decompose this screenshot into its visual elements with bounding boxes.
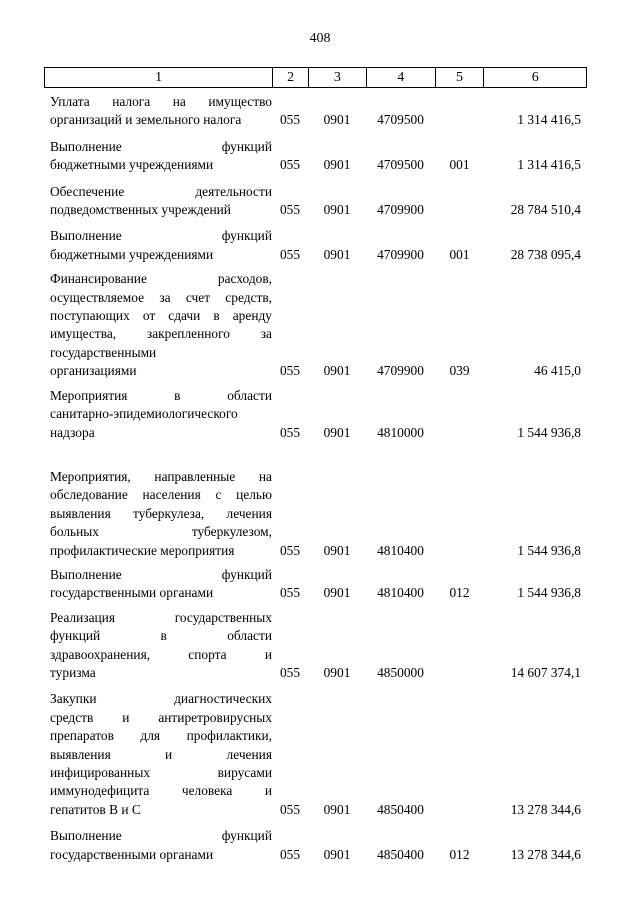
cell-col-2: 055	[279, 112, 301, 128]
cell-col-3: 0901	[323, 112, 351, 128]
description-line: Выполнение функций	[50, 828, 272, 844]
header-col-5: 5	[435, 68, 484, 87]
header-col-3: 3	[308, 68, 366, 87]
cell-amount: 28 784 510,4	[510, 202, 581, 218]
description-line: инфицированных вирусами	[50, 765, 272, 780]
cell-amount: 1 314 416,5	[517, 112, 581, 128]
budget-table	[44, 67, 587, 864]
cell-col-2: 055	[279, 585, 301, 601]
cell-col-3: 0901	[323, 202, 351, 218]
description-line: имущества, закрепленного за	[50, 326, 272, 342]
table-row	[44, 566, 587, 603]
table-header	[44, 67, 587, 88]
row-description	[50, 468, 272, 560]
cell-col-2: 055	[279, 157, 301, 173]
row-description	[50, 387, 272, 442]
cell-amount: 14 607 374,1	[510, 664, 581, 680]
cell-col-2: 055	[279, 846, 301, 862]
description-line: Реализация государственных	[50, 609, 272, 625]
cell-col-2: 055	[279, 542, 301, 558]
cell-col-2: 055	[279, 664, 301, 680]
cell-col-4: 4850000	[377, 664, 424, 680]
cell-col-5: 012	[449, 585, 470, 601]
cell-col-3: 0901	[323, 157, 351, 173]
table-row	[44, 227, 587, 264]
description-line: государственными	[50, 344, 157, 360]
description-line: надзора	[50, 424, 95, 440]
row-description	[50, 566, 272, 603]
cell-col-4: 4709900	[377, 202, 424, 218]
table-row	[44, 690, 587, 819]
row-description	[50, 609, 272, 683]
table-row	[44, 387, 587, 442]
table-row	[44, 827, 587, 864]
cell-amount: 1 314 416,5	[517, 157, 581, 173]
cell-col-4: 4709900	[377, 246, 424, 262]
cell-amount: 1 544 936,8	[517, 585, 581, 601]
description-line: Финансирование расходов,	[50, 271, 272, 287]
description-line: здравоохранения, спорта и	[50, 646, 272, 662]
page-number: 408	[309, 31, 331, 46]
cell-col-3: 0901	[323, 424, 351, 440]
row-description	[50, 270, 272, 380]
description-line: организациями	[50, 363, 137, 379]
description-line: Мероприятия в области	[50, 387, 272, 403]
cell-col-3: 0901	[323, 664, 351, 680]
table-body	[44, 93, 587, 864]
cell-col-3: 0901	[323, 846, 351, 862]
description-line: бюджетными учреждениями	[50, 157, 214, 173]
header-col-1: 1	[155, 70, 163, 85]
header-col-6: 6	[483, 68, 586, 87]
cell-amount: 1 544 936,8	[517, 424, 581, 440]
description-line: обследование населения с целью	[50, 487, 272, 503]
row-description	[50, 690, 272, 819]
description-line: государственными органами	[50, 846, 214, 862]
header-col-2: 2	[272, 68, 308, 87]
description-line: профилактические мероприятия	[50, 542, 235, 558]
cell-amount: 1 544 936,8	[517, 542, 581, 558]
cell-col-5: 012	[449, 846, 470, 862]
table-row	[44, 468, 587, 560]
cell-col-3: 0901	[323, 246, 351, 262]
table-row	[44, 183, 587, 220]
cell-col-2: 055	[279, 801, 301, 817]
description-line: гепатитов В и С	[50, 801, 141, 817]
description-line: Уплата налога на имущество	[50, 94, 272, 109]
description-line: препаратов для профилактики,	[50, 728, 272, 744]
cell-col-4: 4810400	[377, 542, 424, 558]
description-line: организаций и земельного налога	[50, 112, 242, 128]
row-description	[50, 227, 272, 264]
cell-col-3: 0901	[323, 585, 351, 601]
cell-col-4: 4810000	[377, 424, 424, 440]
description-line: государственными органами	[50, 585, 214, 601]
table-row	[44, 270, 587, 380]
cell-col-3: 0901	[323, 801, 351, 817]
description-line: Мероприятия, направленные на	[50, 468, 272, 484]
cell-col-5: 001	[449, 246, 470, 262]
description-line: выявления и лечения	[50, 746, 272, 762]
row-description	[50, 183, 272, 220]
description-line: Выполнение функций	[50, 228, 272, 244]
cell-amount: 13 278 344,6	[510, 801, 581, 817]
cell-col-3: 0901	[323, 363, 351, 379]
cell-col-2: 055	[279, 424, 301, 440]
cell-col-2: 055	[279, 246, 301, 262]
cell-col-4: 4709500	[377, 157, 424, 173]
cell-amount: 28 738 095,4	[510, 246, 581, 262]
row-description	[50, 138, 272, 175]
cell-col-5: 039	[449, 363, 470, 379]
description-line: Выполнение функций	[50, 138, 272, 154]
table-row	[44, 609, 587, 683]
cell-col-5: 001	[449, 157, 470, 173]
cell-col-3: 0901	[323, 542, 351, 558]
description-line: бюджетными учреждениями	[50, 246, 214, 262]
row-description	[50, 827, 272, 864]
description-line: поступающих от сдачи в аренду	[50, 308, 272, 324]
description-line: осуществляемое за счет средств,	[50, 289, 272, 305]
description-line: подведомственных учреждений	[50, 202, 231, 218]
description-line: туризма	[50, 664, 96, 680]
description-line: функций в области	[50, 628, 272, 644]
cell-col-2: 055	[279, 363, 301, 379]
description-line: средств и антиретровирусных	[50, 709, 272, 725]
table-row	[44, 138, 587, 175]
description-line: Обеспечение деятельности	[50, 183, 272, 199]
cell-amount: 13 278 344,6	[510, 846, 581, 862]
cell-col-4: 4810400	[377, 585, 424, 601]
cell-col-4: 4850400	[377, 846, 424, 862]
cell-col-4: 4709500	[377, 112, 424, 128]
cell-amount: 46 415,0	[534, 363, 581, 379]
description-line: выявления туберкулеза, лечения	[50, 505, 272, 521]
cell-col-4: 4709900	[377, 363, 424, 379]
description-line: санитарно-эпидемиологического	[50, 406, 238, 422]
description-line: Закупки диагностических	[50, 691, 272, 707]
cell-col-4: 4850400	[377, 801, 424, 817]
cell-col-2: 055	[279, 202, 301, 218]
description-line: больных туберкулезом,	[50, 524, 272, 540]
header-col-4: 4	[366, 68, 435, 87]
row-description	[50, 93, 272, 130]
description-line: Выполнение функций	[50, 566, 272, 582]
table-row	[44, 93, 587, 130]
description-line: иммунодефицита человека и	[50, 783, 272, 799]
